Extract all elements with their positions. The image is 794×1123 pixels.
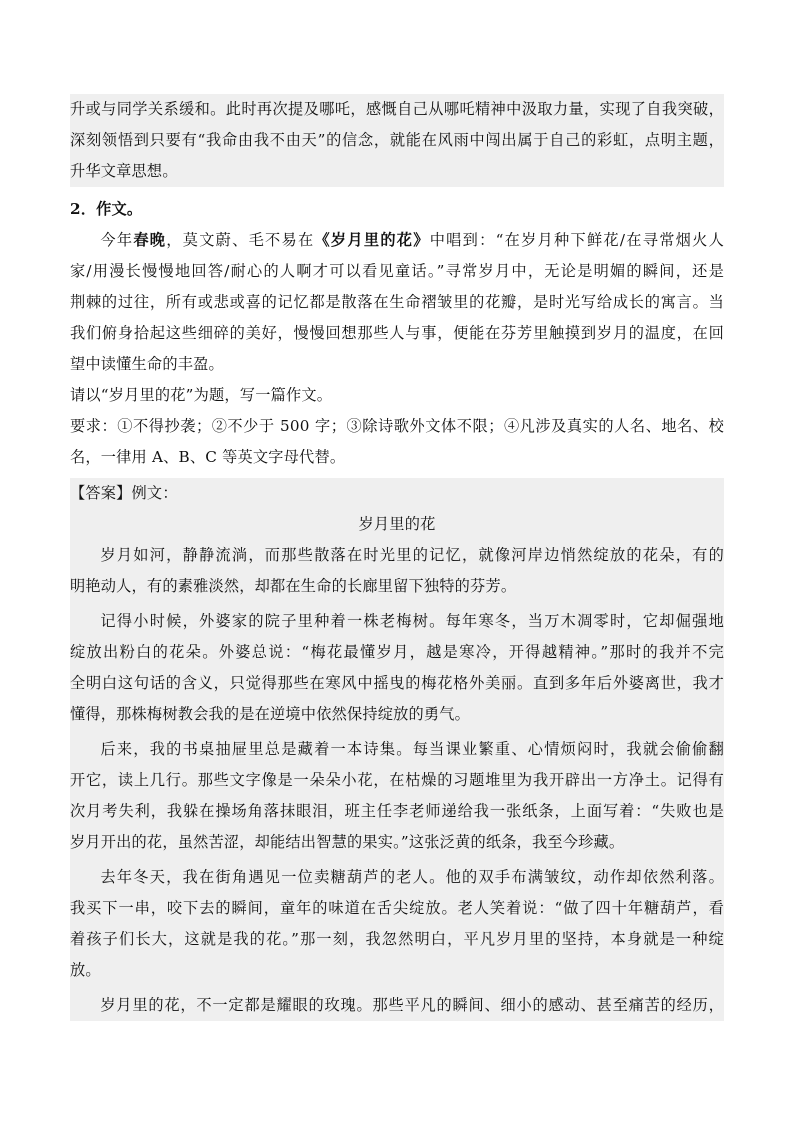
- answer-block: [70, 478, 724, 1021]
- essay-paragraph: [70, 862, 724, 986]
- prompt-line: [70, 225, 724, 256]
- prompt-text: 中唱到：“在岁月种下鲜花/在寻常烟火人: [429, 231, 724, 249]
- essay-paragraph: [70, 540, 724, 602]
- question-2-block: [70, 194, 724, 473]
- requirement-line: 要求：①不得抄袭；②不少于 500 字；③除诗歌外文体不限；④凡涉及真实的人名、地名、校: [70, 417, 724, 435]
- answer-label: 【答案】例文：: [70, 484, 178, 502]
- requirement-line: 名，一律用 A、B、C 等英文字母代替。: [70, 448, 346, 466]
- essay-line: 着孩子们长大，这就是我的花。”那一刻，我忽然明白，平凡岁月里的坚持，本身就是一种绽: [70, 930, 724, 948]
- prompt-bold-text: 春晚: [133, 231, 167, 249]
- essay-line: 全明白这句话的含义，只觉得那些在寒风中摇曳的梅花格外美丽。直到多年后外婆离世，我才: [70, 674, 724, 692]
- essay-line: 岁月里的花，不一定都是耀眼的玫瑰。那些平凡的瞬间、细小的感动、甚至痛苦的经历，: [100, 996, 724, 1014]
- essay-line: 绽放出粉白的花朵。外婆总说：“梅花最懂岁月，越是寒冷，开得越精神。”那时的我并不完: [70, 643, 724, 661]
- prompt-text: 今年: [100, 231, 134, 249]
- essay-line: 岁月如河，静静流淌，而那些散落在时光里的记忆，就像河岸边悄然绽放的花朵，有的: [100, 546, 724, 564]
- question-heading: 2．作文。: [70, 200, 143, 218]
- essay-line: 记得小时候，外婆家的院子里种着一株老梅树。每年寒冬，当万木凋零时，它却倔强地: [100, 612, 724, 630]
- essay-paragraph: [70, 734, 724, 858]
- song-title: 《岁月里的花》: [314, 231, 430, 249]
- essay-line: 去年冬天，我在街角遇见一位卖糖葫芦的老人。他的双手布满皱纹，动作却依然利落。: [100, 868, 724, 886]
- essay-paragraph: [70, 990, 724, 1021]
- prompt-line: 家/用漫长慢慢地回答/耐心的人啊才可以看见童话。”寻常岁月中，无论是明媚的瞬间，还是: [70, 262, 724, 280]
- essay-paragraph: [70, 606, 724, 730]
- answer-line: 升华文章思想。: [70, 162, 178, 180]
- prompt-line: 望中读懂生命的丰盈。: [70, 355, 224, 373]
- essay-title: 岁月里的花: [358, 515, 436, 533]
- essay-line: 我买下一串，咬下去的瞬间，童年的味道在舌尖绽放。老人笑着说：“做了四十年糖葫芦，看: [70, 899, 724, 917]
- instruction-line: 请以“岁月里的花”为题，写一篇作文。: [70, 386, 333, 404]
- prompt-line: 荆棘的过往，所有或悲或喜的记忆都是散落在生命褶皱里的花瓣，是时光写给成长的寓言。当: [70, 293, 724, 311]
- essay-line: 后来，我的书桌抽屉里总是藏着一本诗集。每当课业繁重、心情烦闷时，我就会偷偷翻: [100, 740, 724, 758]
- answer-line: 深刻领悟到只要有“我命由我不由天”的信念，就能在风雨中闯出属于自己的彩虹，点明主题，: [70, 131, 724, 149]
- essay-line: 明艳动人，有的素雅淡然，却都在生命的长廊里留下独特的芬芳。: [70, 577, 517, 595]
- essay-line: 开它，读上几行。那些文字像是一朵朵小花，在枯燥的习题堆里为我开辟出一方净土。记得有: [70, 771, 724, 789]
- essay-line: 懂得，那株梅树教会我的是在逆境中依然保持绽放的勇气。: [70, 705, 471, 723]
- prompt-text: ，莫文蔚、毛不易在: [166, 231, 315, 249]
- previous-answer-block: [70, 94, 724, 187]
- prompt-line: 我们俯身拾起这些细碎的美好，慢慢回想那些人与事，便能在芬芳里触摸到岁月的温度，在回: [70, 324, 724, 342]
- essay-line: 岁月开出的花，虽然苦涩，却能结出智慧的果实。”这张泛黄的纸条，我至今珍藏。: [70, 833, 625, 851]
- essay-line: 放。: [70, 961, 101, 979]
- answer-line: 升或与同学关系缓和。此时再次提及哪吒，感慨自己从哪吒精神中汲取力量，实现了自我突破，: [70, 100, 724, 118]
- essay-line: 次月考失利，我躲在操场角落抹眼泪，班主任李老师递给我一张纸条，上面写着：“失败也是: [70, 802, 724, 820]
